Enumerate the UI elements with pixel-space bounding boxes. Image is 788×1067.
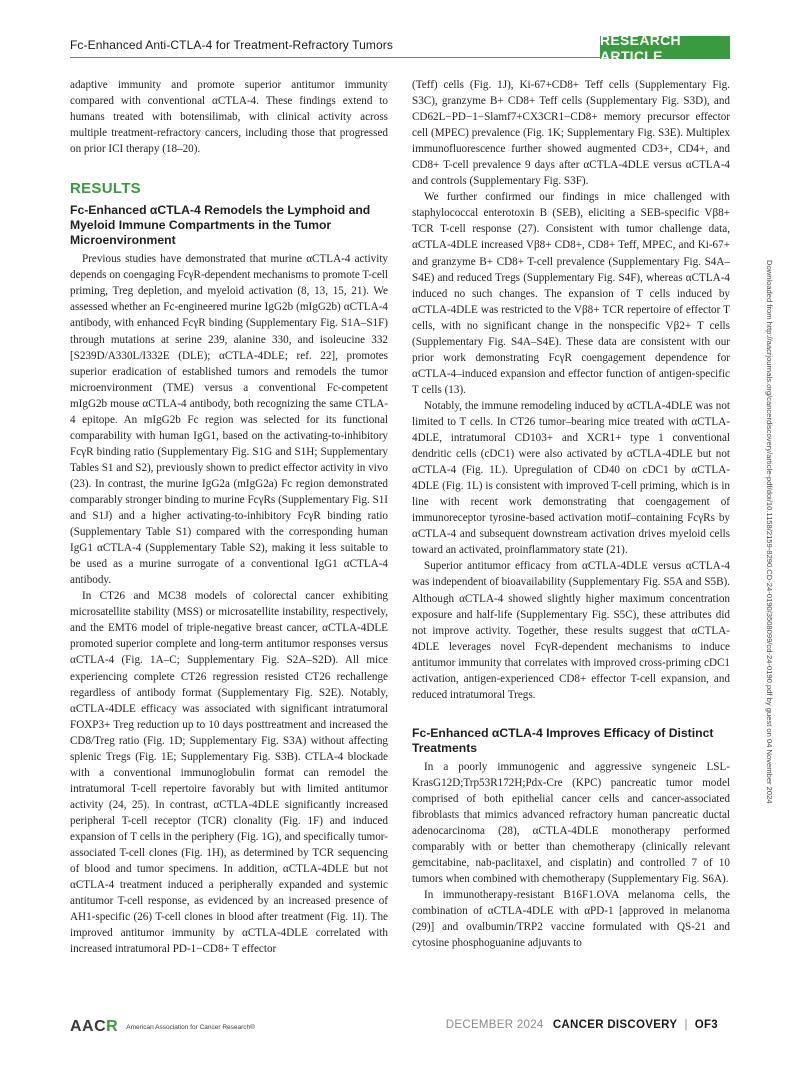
- intro-paragraph: adaptive immunity and promote superior antitumor immunity compared with conventional αCTLA-4. These findings extend to humans treated with botensilimab, with clinical activity across multiple treatment-refractory cancers, including those that progressed on prior ICI therapy (18–20).: [70, 79, 388, 156]
- aacr-logo: [70, 1018, 255, 1036]
- subheading-remodels: Fc-Enhanced αCTLA-4 Remodels the Lymphoid and Myeloid Immune Compartments in the Tumor Microenvironment: [70, 203, 371, 248]
- right-column: [412, 77, 730, 951]
- logo-accent: R: [106, 1018, 119, 1035]
- left-column: [70, 77, 388, 957]
- body-paragraph: Notably, the immune remodeling induced by αCTLA-4DLE was not limited to T cells. In CT26 tumor–bearing mice treated with αCTLA-4DLE, intratumoral CD103+ and XCR1+ type 1 conventional dendritic cells (cDC1) were also activated by αCTLA-4DLE but not αCTLA-4 (Fig. 1L). Upregulation of CD40 on cDC1 by αCTLA-4DLE (Fig. 1L) is consistent with improved T-cell priming, which is in line with recent work demonstrating that coengagement of immunoreceptor tyrosine-based activation motif–containing FcγRs by αCTLA-4 and subsequent downstream activation drives myeloid cells toward an activated, proinflammatory state (21).: [412, 399, 730, 557]
- download-notice: Downloaded from http://aacrjournals.org/cancerdiscovery/article-pdf/doi/10.1158/2159-8290.CD-24-0190/3508099/cd-24-0190.pdf by guest on 04 November 2024: [765, 260, 774, 804]
- body-paragraph: We further confirmed our findings in mice challenged with staphylococcal enterotoxin B (SEB), eliciting a SEB-specific Vβ8+ TCR T-cell response (27). Consistent with tumor challenge data, αCTLA-4DLE increased Vβ8+ CD8+, CD8+ Teff, MPEC, and Ki-67+ and granzyme B+ CD8+ T-cell prevalence (Supplementary Fig. S4A–S4E) and reduced Tregs (Supplementary Fig. S4F), whereas αCTLA-4 induced no such changes. The expansion of T cells induced by αCTLA-4DLE was restricted to the Vβ8+ TCR repertoire of effector T cells, with no significant change in the nonspecific Vβ2+ T cells (Supplementary Fig. S4A–S4E). These data are consistent with our prior work demonstrating FcγR coengagement dependence for αCTLA-4–induced expansion and effector function of antigen-specific T cells (13).: [412, 191, 730, 396]
- journal-name: CANCER DISCOVERY: [552, 1019, 678, 1031]
- issue-date: DECEMBER 2024: [445, 1019, 544, 1031]
- logo-main: AAC: [70, 1018, 107, 1035]
- association-name: American Association for Cancer Research®: [126, 1023, 255, 1031]
- body-paragraph: Superior antitumor efficacy from αCTLA-4DLE versus αCTLA-4 was independent of bioavailability (Supplementary Fig. S5A and S5B). Although αCTLA-4 showed slightly higher maximum concentration exposure and half-life (Supplementary Fig. S5C), these attributes did not improve activity. Together, these results suggest that αCTLA-4DLE leverages novel FcγR-dependent mechanisms to induce antitumor immunity that correlates with improved cross-priming cDC1 activation, antigen-experienced CD8+ effector T-cell expansion, and reduced intratumoral Tregs.: [412, 560, 730, 701]
- footer-citation: [446, 1019, 718, 1031]
- body-paragraph: Previous studies have demonstrated that murine αCTLA-4 activity depends on coengaging FcγR-dependent mechanisms to promote T-cell priming, Treg depletion, and myeloid activation (8, 13, 15, 21). We assessed whether an Fc-engineered murine IgG2b (mIgG2b) αCTLA-4 antibody, with enhanced FcγR binding (Supplementary Fig. S1A–S1F) through mutations at serine 239, alanine 330, and isoleucine 332 [S239D/A330L/I332E (DLE); αCTLA-4DLE; ref. 22], promotes superior eradication of established tumors and remodels the tumor microenvironment (TME) versus a conventional Fc-competent mIgG2b mouse αCTLA-4 antibody, both recognizing the same CTLA-4 epitope. An mIgG2b Fc region was selected for its functional comparability with human IgG1, based on the activating-to-inhibitory FcγR binding ratio (Supplementary Fig. S1G and S1H; Supplementary Tables S1 and S2), previously shown to predict effector activity in vivo (23). In contrast, the murine IgG2a (mIgG2a) Fc region demonstrated comparably stronger binding to murine FcγRs (Supplementary Fig. S1I and S1J) and a higher activating-to-inhibitory FcγR binding ratio (Supplementary Table S1) compared with the corresponding human IgG1 αCTLA-4 (Supplementary Table S2), making it less suitable to be used as a murine surrogate of a conventional IgG1 αCTLA-4 antibody.: [70, 253, 388, 587]
- page-number: OF3: [694, 1019, 718, 1031]
- header-rule: [70, 57, 600, 58]
- footer-separator: |: [684, 1019, 688, 1031]
- logo-wordmark: [70, 1018, 118, 1036]
- results-heading: RESULTS: [70, 180, 141, 198]
- body-paragraph: In CT26 and MC38 models of colorectal cancer exhibiting microsatellite stability (MSS) or microsatellite instability, respectively, and the EMT6 model of triple-negative breast cancer, αCTLA-4DLE promoted superior complete and long-term antitumor responses versus αCTLA-4 (Fig. 1A–C; Supplementary Fig. S2A–S2D). All mice experiencing complete CT26 regression resisted CT26 rechallenge regardless of antibody format (Supplementary Fig. S2E). Notably, αCTLA-4DLE efficacy was associated with significant intratumoral FOXP3+ Treg reduction up to 10 days posttreatment and increased the CD8/Treg ratio (Fig. 1D; Supplementary Fig. S3A) without affecting splenic Tregs (Fig. 1E; Supplementary Fig. S3B). CTLA-4 blockade with a conventional immunoglobulin format can remodel the intratumoral T-cell repertoire favorably but with limited antitumor activity (24, 25). In contrast, αCTLA-4DLE significantly increased peripheral T-cell receptor (TCR) clonality (Fig. 1F) and induced expansion of T cells in the periphery (Fig. 1G), and specifically tumor-associated T-cell clones (Fig. 1H), as determined by TCR sequencing of blood and tumor specimens. In addition, αCTLA-4DLE but not αCTLA-4 treatment induced a peripherally expanded and systemic antitumor T-cell response, as evidenced by an increased presence of AH1-specific (26) T-cell clones in blood after treatment (Fig. 1I). The improved antitumor immunity by αCTLA-4DLE correlated with increased intratumoral PD-1−CD8+ T effector: [70, 590, 388, 956]
- section-tag: RESEARCH ARTICLE: [600, 36, 730, 59]
- body-paragraph: In immunotherapy-resistant B16F1.OVA melanoma cells, the combination of αCTLA-4DLE with αPD-1 [approved in melanoma (29)] and ovalbumin/TRP2 vaccine formulated with QS-21 and cytosine phosphoguanine adjuvants to: [412, 889, 730, 950]
- running-title: Fc-Enhanced Anti-CTLA-4 for Treatment-Refractory Tumors: [70, 38, 393, 52]
- body-paragraph: (Teff) cells (Fig. 1J), Ki-67+CD8+ Teff cells (Supplementary Fig. S3C), granzyme B+ CD8+ Teff cells (Supplementary Fig. S3D), and CD62L−PD−1−Slamf7+CX3CR1−CD8+ memory precursor effector cell (MPEC) prevalence (Fig. 1K; Supplementary Fig. S3E). Multiplex immunofluorescence further showed augmented CD3+, CD4+, and CD8+ T-cell prevalence 9 days after αCTLA-4DLE versus αCTLA-4 and controls (Supplementary Fig. S3F).: [412, 79, 730, 188]
- body-paragraph: In a poorly immunogenic and aggressive syngeneic LSL-KrasG12D;Trp53R172H;Pdx-Cre (KPC) pancreatic tumor model comprised of both epithelial cancer cells and cancer-associated fibroblasts that mimics advanced refractory human pancreatic ductal adenocarcinoma (28), αCTLA-4DLE monotherapy performed comparably with or better than chemotherapy (clinically relevant gemcitabine, nab-paclitaxel, and cisplatin) and controlled 7 of 10 tumors when combined with chemotherapy (Supplementary Fig. S6A).: [412, 760, 730, 886]
- subheading-efficacy: Fc-Enhanced αCTLA-4 Improves Efficacy of Distinct Treatments: [412, 725, 714, 755]
